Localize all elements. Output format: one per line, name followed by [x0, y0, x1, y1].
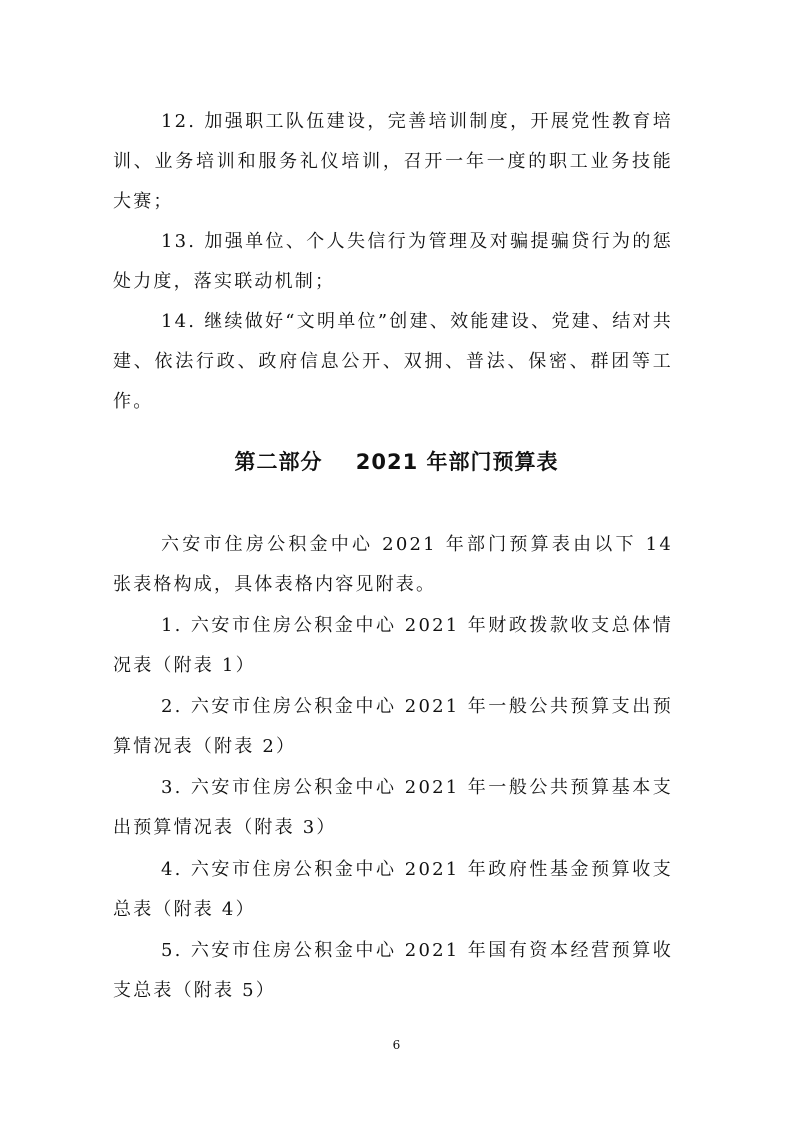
paragraph-item-14: 14. 继续做好“文明单位”创建、效能建设、党建、结对共建、依法行政、政府信息公开、双拥、普法、保密、群团等工作。 [113, 311, 673, 412]
paragraph-intro: 六安市住房公积金中心 2021 年部门预算表由以下 14 张表格构成，具体表格内容见附表。 [113, 534, 673, 595]
paragraph-item-13: 13. 加强单位、个人失信行为管理及对骗提骗贷行为的惩处力度，落实联动机制； [113, 231, 673, 292]
list-item-table-5: 5. 六安市住房公积金中心 2021 年国有资本经营预算收支总表（附表 5） [113, 940, 673, 1001]
list-item-table-4: 4. 六安市住房公积金中心 2021 年政府性基金预算收支总表（附表 4） [113, 859, 673, 920]
list-item-table-3: 3. 六安市住房公积金中心 2021 年一般公共预算基本支出预算情况表（附表 3） [113, 777, 673, 838]
list-item-table-2: 2. 六安市住房公积金中心 2021 年一般公共预算支出预算情况表（附表 2） [113, 696, 673, 757]
section-heading: 第二部分 2021 年部门预算表 [234, 450, 559, 474]
list-item-table-1: 1. 六安市住房公积金中心 2021 年财政拨款收支总体情况表（附表 1） [113, 615, 673, 676]
page-number: 6 [392, 1038, 401, 1052]
paragraph-item-12: 12. 加强职工队伍建设，完善培训制度，开展党性教育培训、业务培训和服务礼仪培训，召开一年一度的职工业务技能大赛； [113, 111, 673, 212]
